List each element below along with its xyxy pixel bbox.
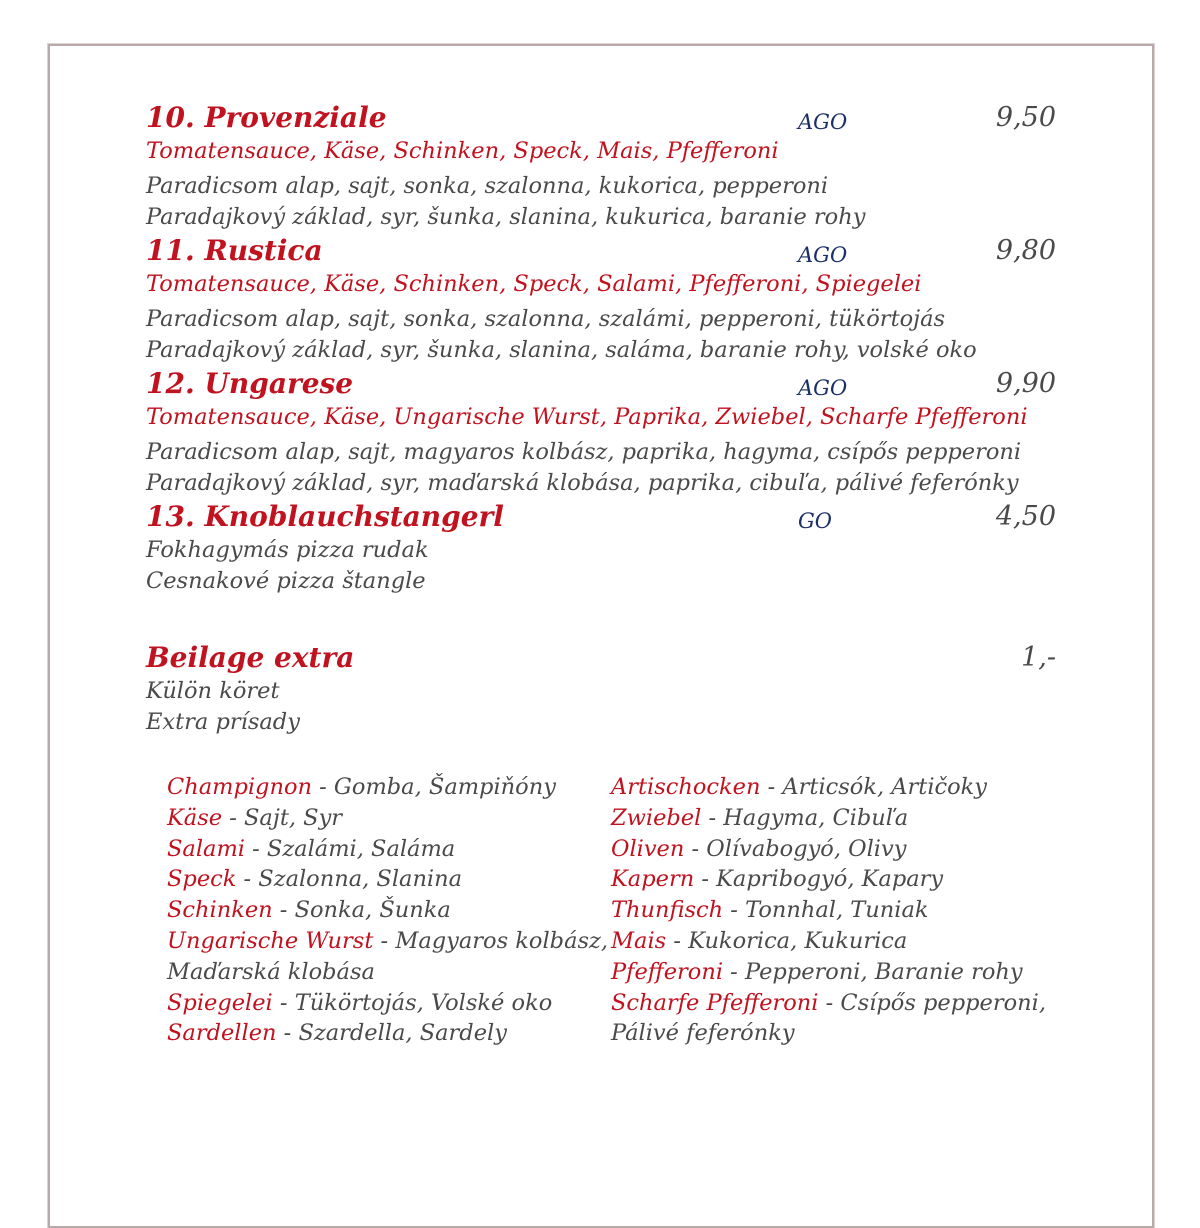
- separator: -: [818, 989, 841, 1016]
- item-ingredients-hu: Paradicsom alap, sajt, sonka, szalonna, kukorica, pepperoni: [146, 173, 829, 199]
- menu-item: [146, 100, 1056, 233]
- topping-entry: [167, 864, 597, 895]
- topping-name-de: Salami: [167, 835, 245, 862]
- item-name: Beilage extra: [146, 641, 355, 674]
- topping-translation: Kukorica, Kukurica: [688, 927, 908, 954]
- topping-name-de: Thunfisch: [611, 897, 724, 924]
- item-ingredients-sk: Paradajkový základ, syr, šunka, slanina, saláma, baranie rohy, volské oko: [146, 337, 977, 363]
- topping-translation: Pepperoni, Baranie rohy: [744, 958, 1023, 985]
- topping-entry: [611, 864, 1041, 895]
- topping-translation-continued: Maďarská klobása: [167, 958, 375, 985]
- topping-entry: [611, 772, 1041, 803]
- topping-entry: [167, 926, 609, 957]
- topping-translation: Sajt, Syr: [244, 804, 343, 831]
- separator: -: [373, 927, 396, 954]
- topping-translation: Kapribogyó, Kapary: [716, 866, 944, 893]
- item-description-sk: Extra prísady: [146, 709, 300, 735]
- topping-translation: Csípős pepperoni,: [840, 989, 1047, 1016]
- toppings-column-left: [167, 772, 609, 1049]
- topping-name-de: Artischocken: [611, 774, 761, 800]
- menu-items: [146, 100, 1056, 597]
- topping-entry: [611, 926, 1041, 957]
- topping-translation: Olívabogyó, Olivy: [706, 835, 907, 862]
- allergen-code: GO: [798, 509, 832, 533]
- topping-entry: [611, 895, 1041, 926]
- item-ingredients-de: Tomatensauce, Käse, Ungarische Wurst, Paprika, Zwiebel, Scharfe Pfefferoni: [146, 404, 1028, 430]
- topping-name-de: Schinken: [167, 897, 273, 924]
- separator: -: [276, 1020, 299, 1047]
- item-ingredients-hu: Paradicsom alap, sajt, sonka, szalonna, szalámi, pepperoni, tükörtojás: [146, 306, 946, 332]
- topping-entry: [167, 834, 597, 865]
- toppings-column-right: [611, 772, 1047, 1049]
- topping-translation: Szardella, Sardely: [298, 1020, 507, 1047]
- topping-translation: Sonka, Šunka: [294, 897, 451, 924]
- topping-translation: Szalonna, Slanina: [258, 866, 463, 893]
- separator: -: [272, 989, 295, 1016]
- topping-translation-continued: Pálivé feferónky: [611, 1020, 795, 1047]
- allergen-code: AGO: [798, 243, 848, 267]
- separator: -: [723, 897, 746, 924]
- menu-item: [146, 233, 1056, 366]
- allergen-code: AGO: [798, 110, 848, 134]
- topping-name-de: Pfefferoni: [611, 958, 724, 985]
- topping-name-de: Spiegelei: [167, 989, 273, 1016]
- separator: -: [222, 804, 245, 831]
- item-name: 11. Rustica: [146, 234, 323, 267]
- topping-name-de: Mais: [611, 927, 667, 954]
- topping-translation: Articsók, Artičoky: [782, 774, 988, 800]
- item-price: 9,90: [995, 368, 1056, 399]
- topping-name-de: Speck: [167, 866, 237, 893]
- menu-item: [146, 366, 1056, 499]
- separator: -: [244, 835, 267, 862]
- topping-translation: Tükörtojás, Volské oko: [294, 989, 553, 1016]
- menu-item: [146, 499, 1056, 597]
- item-description-hu: Külön köret: [146, 678, 280, 704]
- item-ingredients-hu: Fokhagymás pizza rudak: [146, 537, 429, 563]
- topping-entry: [167, 1018, 597, 1049]
- separator: -: [236, 866, 259, 893]
- topping-name-de: Zwiebel: [611, 804, 702, 831]
- item-ingredients-de: Tomatensauce, Käse, Schinken, Speck, Mais, Pfefferoni: [146, 138, 779, 164]
- allergen-code: AGO: [798, 376, 848, 400]
- topping-name-de: Champignon: [167, 774, 312, 800]
- topping-entry: [167, 803, 597, 834]
- topping-entry: [611, 834, 1041, 865]
- separator: -: [312, 774, 334, 800]
- item-ingredients-sk: Cesnakové pizza štangle: [146, 568, 426, 594]
- item-price: 9,80: [995, 235, 1056, 266]
- separator: -: [666, 927, 689, 954]
- menu-item: [146, 640, 1056, 738]
- topping-name-de: Käse: [167, 804, 223, 831]
- separator: -: [272, 897, 295, 924]
- topping-entry: [167, 772, 597, 803]
- topping-entry: [611, 803, 1041, 834]
- topping-translation: Tonnhal, Tuniak: [745, 897, 929, 924]
- topping-entry: [611, 988, 1047, 1019]
- item-name: 13. Knoblauchstangerl: [146, 500, 504, 533]
- item-ingredients-de: Tomatensauce, Käse, Schinken, Speck, Salami, Pfefferoni, Spiegelei: [146, 271, 922, 297]
- topping-name-de: Oliven: [611, 835, 685, 862]
- topping-name-de: Ungarische Wurst: [167, 927, 374, 954]
- separator: -: [684, 835, 707, 862]
- topping-name-de: Sardellen: [167, 1020, 277, 1047]
- topping-translation: Hagyma, Cibuľa: [723, 804, 909, 831]
- topping-entry: [611, 957, 1041, 988]
- topping-entry: [167, 895, 597, 926]
- separator: -: [760, 774, 783, 800]
- item-name: 10. Provenziale: [146, 101, 387, 134]
- extra-toppings-header: [146, 640, 1056, 738]
- topping-name-de: Scharfe Pfefferoni: [611, 989, 819, 1016]
- topping-translation: Szalámi, Saláma: [266, 835, 456, 862]
- topping-translation: Magyaros kolbász,: [395, 927, 609, 954]
- item-name: 12. Ungarese: [146, 367, 354, 400]
- topping-translation: Gomba, Šampiňóny: [333, 774, 556, 800]
- topping-name-de: Kapern: [611, 866, 695, 893]
- item-ingredients-sk: Paradajkový základ, syr, šunka, slanina, kukurica, baranie rohy: [146, 204, 866, 230]
- item-price: 1,-: [1021, 642, 1056, 673]
- topping-entry: [167, 988, 597, 1019]
- item-ingredients-sk: Paradajkový základ, syr, maďarská klobása, paprika, cibuľa, pálivé feferónky: [146, 470, 1019, 496]
- item-ingredients-hu: Paradicsom alap, sajt, magyaros kolbász, paprika, hagyma, csípős pepperoni: [146, 439, 1022, 465]
- item-price: 9,50: [995, 102, 1056, 133]
- separator: -: [694, 866, 717, 893]
- separator: -: [723, 958, 745, 985]
- item-price: 4,50: [995, 501, 1056, 532]
- separator: -: [701, 804, 724, 831]
